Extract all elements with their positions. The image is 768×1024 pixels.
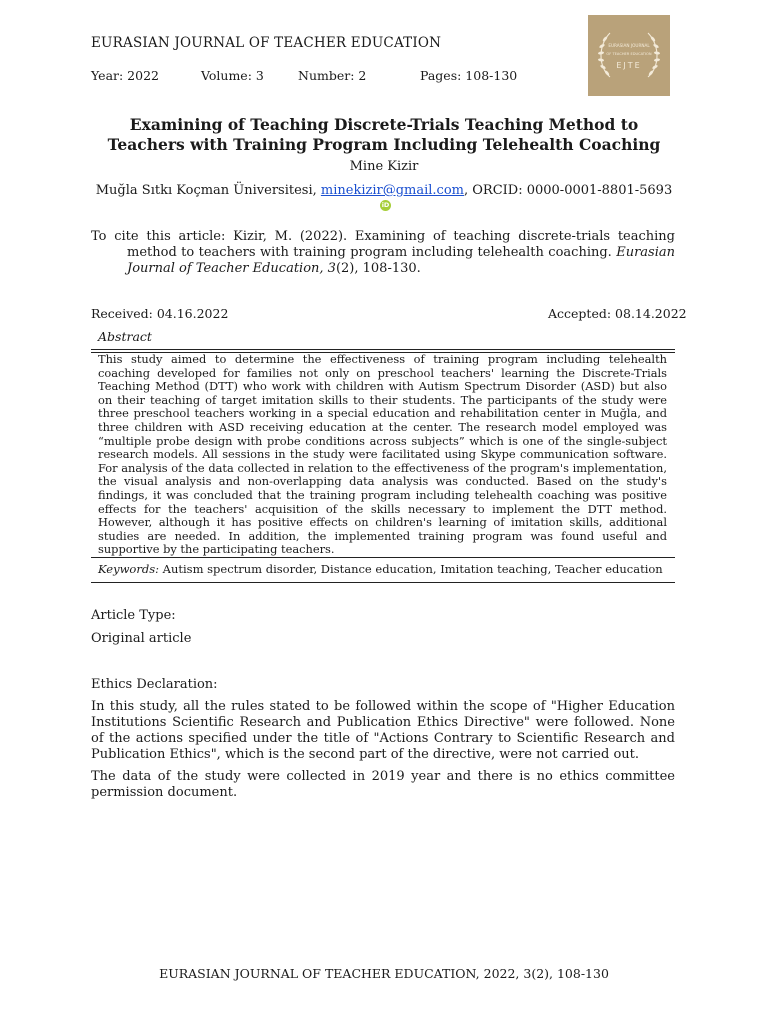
article-type-label: Article Type: bbox=[91, 608, 176, 623]
citation bbox=[91, 229, 675, 277]
affiliation: Muğla Sıtkı Koçman Üniversitesi, bbox=[95, 183, 317, 198]
keywords-bottom-rule bbox=[91, 582, 675, 583]
svg-text:EURASIAN JOURNAL: EURASIAN JOURNAL bbox=[608, 43, 650, 48]
keywords-line bbox=[98, 562, 663, 576]
pages-label: Pages: 108-130 bbox=[420, 68, 518, 83]
svg-text:EJTE: EJTE bbox=[616, 61, 642, 70]
article-title: Examining of Teaching Discrete-Trials Teaching Method to Teachers with Training Program Including Telehealth Coaching bbox=[107, 115, 661, 154]
citation-issue: (2), 108-130. bbox=[335, 261, 421, 276]
orcid-text: , ORCID: 0000-0001-8801-5693 bbox=[463, 183, 673, 198]
citation-journal: Eurasian Journal of Teacher Education, 3 bbox=[127, 245, 675, 276]
received-date: Received: 04.16.2022 bbox=[91, 306, 229, 321]
author-email-link[interactable]: minekizir@gmail.com bbox=[320, 183, 464, 198]
author-name: Mine Kizir bbox=[349, 159, 419, 174]
year-label: Year: 2022 bbox=[91, 68, 159, 83]
article-type-value: Original article bbox=[91, 631, 192, 646]
keywords-list: Autism spectrum disorder, Distance education, Imitation teaching, Teacher education bbox=[159, 562, 663, 576]
accepted-date: Accepted: 08.14.2022 bbox=[548, 306, 687, 321]
ethics-paragraph-2: The data of the study were collected in 2019 year and there is no ethics committee permission document. bbox=[91, 769, 675, 800]
journal-name: EURASIAN JOURNAL OF TEACHER EDUCATION bbox=[91, 35, 442, 51]
affiliation-line bbox=[90, 183, 678, 213]
laurel-wreath-icon bbox=[588, 15, 670, 96]
ethics-paragraph-1: In this study, all the rules stated to be followed within the scope of "Higher Education Institutions Scientific Research and Publication Ethics Directive" were followed. None of the actions specified under the title of "Actions Contrary to Scientific Research and Publication Ethics", which is the second part of the directive, were not carried out. bbox=[91, 699, 675, 762]
volume-label: Volume: 3 bbox=[201, 68, 264, 83]
journal-logo bbox=[588, 15, 670, 96]
abstract-body: This study aimed to determine the effectiveness of training program including telehealth coaching developed for families not only on preschool teachers' learning the Discrete-Trials Teaching Method (DTT) who work with children with Autism Spectrum Disorder (ASD) but also on their teaching of target imitation skills to their students. The participants of the study were three preschool teachers working in a special education and rehabilitation center in Muğla, and three children with ASD receiving education at the center. The research model employed was “multiple probe design with probe conditions across subjects” which is one of the single-subject research models. All sessions in the study were facilitated using Skype communication software. For analysis of the data collected in relation to the effectiveness of the program's implementation, the visual analysis and non-overlapping data analysis was conducted. Based on the study's findings, it was concluded that the training program including telehealth coaching was positive effects for the teachers' acquisition of the skills necessary to implement the DTT method. However, although it has positive effects on children's learning of imitation skills, additional studies are needed. In addition, the implemented training program was found useful and supportive by the participating teachers. bbox=[98, 352, 667, 557]
ethics-label: Ethics Declaration: bbox=[91, 677, 218, 692]
svg-text:OF TEACHER EDUCATION: OF TEACHER EDUCATION bbox=[606, 52, 652, 56]
citation-text: To cite this article: Kizir, M. (2022). Examining of teaching discrete-trials teaching method to teachers with training program including telehealth coaching. bbox=[91, 229, 675, 260]
page-footer: EURASIAN JOURNAL OF TEACHER EDUCATION, 2022, 3(2), 108-130 bbox=[159, 966, 609, 981]
orcid-icon[interactable]: iD bbox=[381, 201, 390, 209]
abstract-heading: Abstract bbox=[98, 329, 152, 344]
keywords-label: Keywords: bbox=[98, 562, 159, 576]
number-label: Number: 2 bbox=[298, 68, 367, 83]
abstract-top-rule bbox=[91, 349, 675, 350]
abstract-bottom-rule bbox=[91, 557, 675, 558]
